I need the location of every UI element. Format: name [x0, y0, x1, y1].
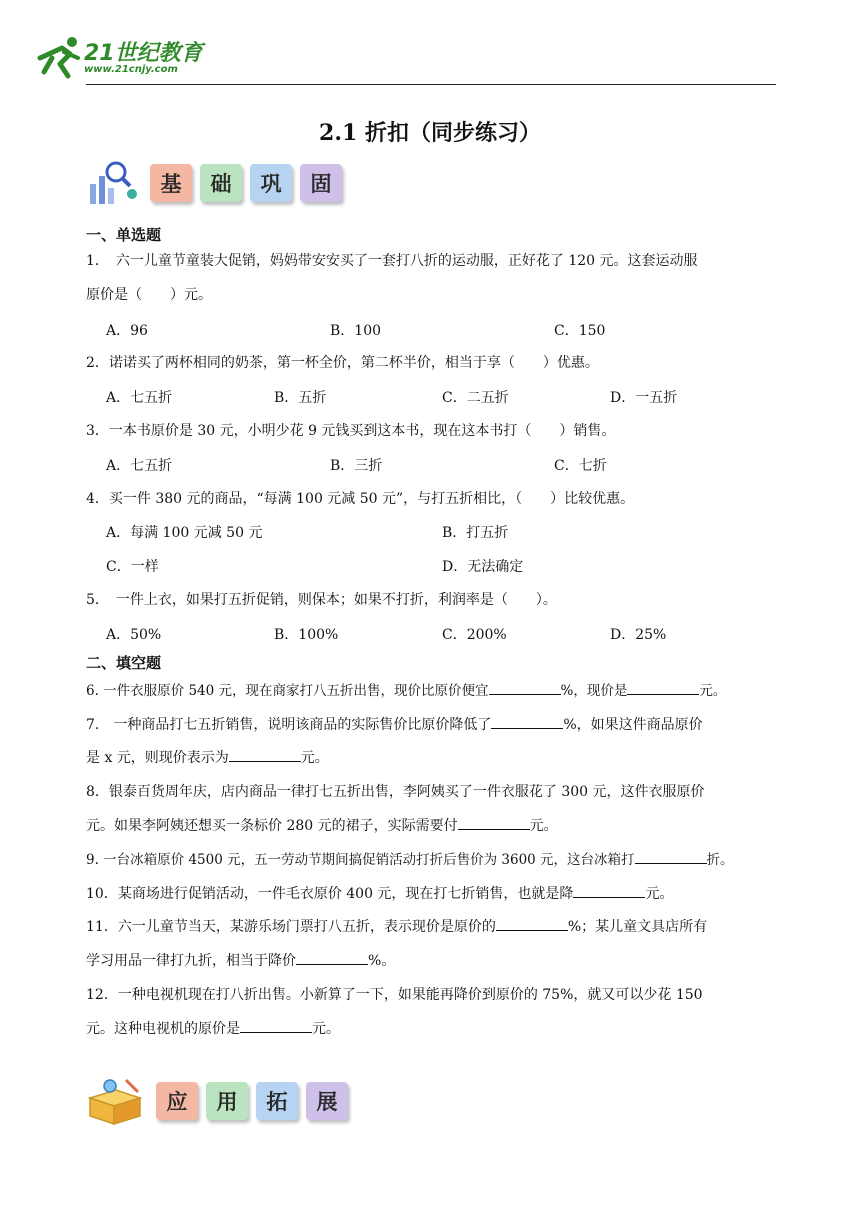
banner-tile-3: 巩	[250, 164, 292, 202]
question-2: 2．诺诺买了两杯相同的奶茶，第一杯全价，第二杯半价，相当于享（ ）优惠。	[86, 355, 599, 371]
q2-option-d: D．一五折	[610, 390, 678, 406]
question-8-line1: 8．银泰百货周年庆，店内商品一律打七五折出售，李阿姨买了一件衣服花了 300 元，这件衣服原价	[86, 784, 705, 800]
q9-text-a: 9. 一台冰箱原价 4500 元，五一劳动节期间搞促销活动打折后售价为 3600 元，这台冰箱打	[86, 852, 635, 868]
q2-option-c: C．二五折	[442, 390, 509, 406]
question-7-line1	[86, 714, 786, 735]
q5-option-c: C．200%	[442, 627, 507, 643]
page-title: 2.1 折扣（同步练习）	[319, 120, 541, 146]
question-12-line1: 12．一种电视机现在打八折出售。小新算了一下，如果能再降价到原价的 75%，就又可以少花 150	[86, 987, 703, 1003]
q6-text-b: %，现价是	[560, 683, 628, 699]
banner-tile-2: 础	[200, 164, 242, 202]
q5-option-d: D．25%	[610, 627, 667, 643]
q2-option-b: B．五折	[274, 390, 327, 406]
question-8-line2	[86, 815, 786, 836]
answer-blank[interactable]	[491, 714, 563, 729]
question-11-line1	[86, 916, 786, 937]
section-banner-extension	[86, 1076, 366, 1126]
q1-option-a: A．96	[106, 323, 148, 339]
answer-blank[interactable]	[496, 916, 568, 931]
q5-option-b: B．100%	[274, 627, 339, 643]
section-title-fill-in: 二、填空题	[86, 654, 162, 672]
question-4: 4．买一件 380 元的商品，“每满 100 元减 50 元”，与打五折相比，（ ）比较优惠。	[86, 491, 635, 507]
logo-url: www.21cnjy.com	[84, 64, 178, 75]
question-5: 5． 一件上衣，如果打五折促销，则保本；如果不打折，利润率是（ ）。	[86, 592, 557, 608]
q11-text-d: %。	[368, 953, 396, 969]
question-1-line2: 原价是（ ）元。	[86, 287, 212, 303]
q4-option-c: C．一样	[106, 559, 159, 575]
answer-blank[interactable]	[240, 1018, 312, 1033]
section-title-single-choice: 一、单选题	[86, 226, 162, 244]
header-divider	[86, 84, 776, 85]
chart-magnifier-icon	[86, 158, 144, 208]
q11-text-c: 学习用品一律打九折，相当于降价	[86, 953, 296, 969]
answer-blank[interactable]	[627, 680, 699, 695]
q12-text-a: 元。这种电视机的原价是	[86, 1021, 240, 1037]
banner-tile-3: 拓	[256, 1082, 298, 1120]
question-3: 3．一本书原价是 30 元，小明少花 9 元钱买到这本书，现在这本书打（ ）销售。	[86, 423, 616, 439]
q2-option-a: A．七五折	[106, 390, 173, 406]
q3-option-a: A．七五折	[106, 458, 173, 474]
q7-text-b: %，如果这件商品原价	[563, 717, 703, 733]
question-11-line2	[86, 950, 786, 971]
q8-text-b: 元。	[529, 818, 558, 834]
q10-text-b: 元。	[645, 886, 674, 902]
q4-option-b: B．打五折	[442, 525, 509, 541]
question-12-line2	[86, 1018, 786, 1039]
banner-tile-1: 应	[156, 1082, 198, 1120]
runner-icon	[34, 36, 84, 80]
q3-option-c: C．七折	[554, 458, 607, 474]
answer-blank[interactable]	[458, 815, 530, 830]
section-banner-basic	[86, 158, 366, 208]
treasure-box-icon	[86, 1076, 144, 1126]
q4-option-a: A．每满 100 元减 50 元	[106, 525, 263, 541]
q1-option-c: C．150	[554, 323, 606, 339]
banner-tile-2: 用	[206, 1082, 248, 1120]
q5-option-a: A．50%	[106, 627, 162, 643]
logo-text: 21世纪教育	[84, 41, 203, 66]
q9-text-b: 折。	[706, 852, 734, 868]
answer-blank[interactable]	[489, 680, 561, 695]
q6-text-c: 元。	[699, 683, 727, 699]
question-10	[86, 883, 786, 904]
q10-text-a: 10．某商场进行促销活动，一件毛衣原价 400 元，现在打七折销售，也就是降	[86, 886, 574, 902]
banner-tile-4: 固	[300, 164, 342, 202]
banner-tile-1: 基	[150, 164, 192, 202]
answer-blank[interactable]	[635, 849, 707, 864]
question-1-line1: 1． 六一儿童节童装大促销，妈妈带安安买了一套打八折的运动服，正好花了 120 元。这套运动服	[86, 253, 698, 269]
site-logo	[34, 36, 204, 82]
banner-tile-4: 展	[306, 1082, 348, 1120]
q7-text-a: 7. 一种商品打七五折销售，说明该商品的实际售价比原价降低了	[86, 717, 492, 733]
q7-text-d: 元。	[300, 750, 329, 766]
q12-text-b: 元。	[312, 1021, 340, 1037]
q4-option-d: D．无法确定	[442, 559, 524, 575]
answer-blank[interactable]	[296, 950, 368, 965]
question-9	[86, 849, 786, 870]
q3-option-b: B．三折	[330, 458, 383, 474]
answer-blank[interactable]	[573, 883, 645, 898]
q1-option-b: B．100	[330, 323, 382, 339]
question-6	[86, 680, 786, 701]
q6-text-a: 6. 一件衣服原价 540 元，现在商家打八五折出售，现价比原价便宜	[86, 683, 489, 699]
q7-text-c: 是 x 元，则现价表示为	[86, 750, 229, 766]
q8-text-a: 元。如果李阿姨还想买一条标价 280 元的裙子，实际需要付	[86, 818, 458, 834]
q11-text-b: %；某儿童文具店所有	[567, 919, 708, 935]
question-7-line2	[86, 747, 786, 768]
q11-text-a: 11．六一儿童节当天，某游乐场门票打八五折，表示现价是原价的	[86, 919, 496, 935]
answer-blank[interactable]	[229, 747, 301, 762]
